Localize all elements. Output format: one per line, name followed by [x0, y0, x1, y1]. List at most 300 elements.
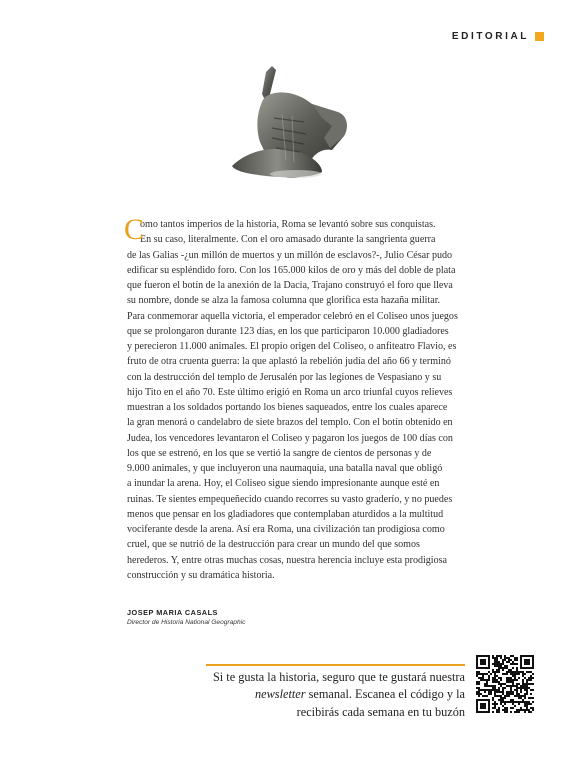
qr-module	[496, 689, 498, 691]
qr-module	[498, 699, 500, 701]
qr-module	[502, 687, 504, 689]
qr-module	[532, 707, 534, 709]
qr-module	[498, 661, 500, 663]
qr-module	[492, 703, 494, 705]
qr-module	[516, 669, 518, 671]
qr-module	[494, 665, 496, 667]
qr-module	[510, 693, 512, 695]
qr-module	[478, 693, 480, 695]
qr-module	[508, 679, 510, 681]
qr-module	[512, 707, 514, 709]
qr-module	[514, 673, 516, 675]
qr-module	[510, 671, 512, 673]
qr-module	[518, 677, 520, 679]
qr-module	[518, 709, 520, 711]
qr-module	[484, 679, 486, 681]
qr-module	[516, 709, 518, 711]
newsletter-word: newsletter	[255, 687, 306, 702]
qr-module	[516, 693, 518, 695]
qr-module	[522, 673, 524, 675]
qr-module	[526, 701, 528, 703]
article-line: muestran a los soldados portando los bienes saqueados, entre los cuales aparece	[127, 402, 448, 413]
qr-module	[526, 683, 528, 685]
qr-module	[518, 683, 520, 685]
qr-module	[490, 685, 492, 687]
qr-module	[496, 655, 498, 657]
qr-module	[492, 671, 494, 673]
qr-module	[488, 689, 490, 691]
qr-module	[518, 701, 520, 703]
qr-module	[486, 681, 488, 683]
qr-module	[502, 683, 504, 685]
qr-module	[530, 707, 532, 709]
qr-module	[510, 677, 512, 679]
qr-module	[492, 669, 494, 671]
qr-module	[498, 695, 500, 697]
qr-module	[530, 679, 532, 681]
qr-module	[494, 661, 496, 663]
qr-module	[496, 695, 498, 697]
article-line: herederos. Y, entre otras muchas cosas, nuestra herencia incluye esta prodigiosa	[127, 554, 447, 566]
qr-module	[524, 687, 526, 689]
qr-module	[526, 679, 528, 681]
qr-module	[498, 689, 500, 691]
qr-module	[498, 677, 500, 679]
qr-module	[530, 711, 532, 713]
qr-module	[494, 663, 496, 665]
qr-module	[510, 689, 512, 691]
qr-module	[502, 693, 504, 695]
qr-module	[528, 687, 530, 689]
qr-module	[516, 657, 518, 659]
qr-module	[488, 679, 490, 681]
qr-module	[500, 685, 502, 687]
qr-module	[516, 695, 518, 697]
qr-module	[530, 693, 532, 695]
qr-module	[494, 689, 496, 691]
qr-module	[496, 665, 498, 667]
qr-module	[500, 657, 502, 659]
qr-module	[516, 659, 518, 661]
qr-module	[492, 679, 494, 681]
qr-module	[510, 711, 512, 713]
qr-module	[506, 693, 508, 695]
qr-module	[524, 689, 526, 691]
qr-module	[488, 685, 490, 687]
qr-module	[532, 709, 534, 711]
section-title: EDITORIAL	[451, 31, 529, 42]
qr-module	[524, 673, 526, 675]
qr-module	[506, 665, 508, 667]
qr-module	[494, 687, 496, 689]
qr-module	[506, 667, 508, 669]
qr-module	[530, 703, 532, 705]
qr-module	[514, 671, 516, 673]
qr-module	[514, 677, 516, 679]
qr-module	[506, 709, 508, 711]
qr-module	[520, 709, 522, 711]
qr-module	[516, 685, 518, 687]
qr-module	[496, 703, 498, 705]
qr-module	[500, 667, 502, 669]
qr-module	[498, 687, 500, 689]
qr-module	[508, 681, 510, 683]
qr-module	[512, 655, 514, 657]
qr-module	[512, 685, 514, 687]
qr-module	[532, 697, 534, 699]
qr-module	[522, 679, 524, 681]
qr-module	[486, 689, 488, 691]
qr-module	[510, 701, 512, 703]
qr-module	[494, 677, 496, 679]
qr-module	[488, 671, 490, 673]
qr-module	[494, 691, 496, 693]
qr-module	[514, 657, 516, 659]
qr-module	[496, 679, 498, 681]
qr-module	[528, 683, 530, 685]
article-line: la gran menorá o candelabro de siete brazos del templo. Con el botín obtenido en	[127, 417, 453, 429]
qr-module	[520, 685, 522, 687]
article-line: su nombre, donde se alza la famosa columna que glorifica esta hazaña militar.	[127, 295, 441, 307]
qr-module	[510, 707, 512, 709]
qr-module	[478, 677, 480, 679]
qr-module	[504, 695, 506, 697]
qr-module	[484, 683, 486, 685]
qr-module	[478, 695, 480, 697]
qr-module	[498, 669, 500, 671]
qr-module	[526, 685, 528, 687]
article-line: Para conmemorar aquella victoria, el emperador celebró en el Coliseo unos juegos	[127, 310, 458, 322]
article-line: con la destrucción del templo de Jerusalén por las legiones de Vespasiano y su	[127, 371, 442, 383]
qr-module	[504, 703, 506, 705]
qr-module	[514, 675, 516, 677]
qr-module	[520, 695, 522, 697]
qr-module	[506, 691, 508, 693]
qr-module	[530, 675, 532, 677]
qr-module	[520, 687, 522, 689]
qr-module	[502, 659, 504, 661]
qr-module	[492, 711, 494, 713]
qr-module	[522, 675, 524, 677]
qr-module	[482, 673, 484, 675]
qr-module	[526, 691, 528, 693]
qr-module	[506, 681, 508, 683]
qr-module	[518, 695, 520, 697]
qr-module	[516, 691, 518, 693]
qr-module	[484, 685, 486, 687]
qr-module	[486, 695, 488, 697]
qr-module	[488, 693, 490, 695]
qr-module	[496, 671, 498, 673]
article-line: Judea, los vencedores levantaron el Coliseo y pagaron los juegos de 100 días con	[127, 432, 453, 444]
qr-module	[530, 671, 532, 673]
qr-module	[506, 679, 508, 681]
qr-module	[522, 687, 524, 689]
qr-module	[492, 697, 494, 699]
qr-module	[476, 681, 478, 683]
qr-module	[476, 691, 478, 693]
qr-module	[516, 679, 518, 681]
qr-module	[480, 693, 482, 695]
qr-module	[478, 687, 480, 689]
qr-module	[532, 689, 534, 691]
qr-module	[492, 707, 494, 709]
qr-module	[478, 681, 480, 683]
qr-module	[494, 673, 496, 675]
qr-module	[508, 671, 510, 673]
author-signature	[127, 608, 245, 626]
qr-module	[498, 671, 500, 673]
qr-module	[500, 703, 502, 705]
qr-module	[498, 667, 500, 669]
qr-module	[514, 701, 516, 703]
qr-module	[496, 657, 498, 659]
qr-module	[510, 669, 512, 671]
qr-module	[492, 687, 494, 689]
article-body	[124, 213, 472, 583]
qr-module	[514, 689, 516, 691]
qr-module	[486, 685, 488, 687]
qr-module	[506, 707, 508, 709]
qr-module	[512, 663, 514, 665]
qr-module	[502, 661, 504, 663]
qr-module	[482, 689, 484, 691]
qr-module	[486, 683, 488, 685]
qr-module	[502, 673, 504, 675]
qr-module	[520, 689, 522, 691]
qr-module	[506, 677, 508, 679]
qr-module	[502, 705, 504, 707]
qr-module	[518, 703, 520, 705]
section-label	[452, 31, 544, 42]
author-role	[127, 619, 245, 626]
qr-module	[510, 699, 512, 701]
qr-module	[480, 673, 482, 675]
qr-module	[516, 663, 518, 665]
qr-module	[524, 695, 526, 697]
qr-module	[526, 703, 528, 705]
qr-module	[496, 663, 498, 665]
qr-module	[484, 689, 486, 691]
qr-module	[524, 709, 526, 711]
qr-module	[518, 671, 520, 673]
qr-module	[504, 701, 506, 703]
qr-module	[482, 695, 484, 697]
qr-module	[526, 681, 528, 683]
newsletter-promo	[196, 669, 465, 721]
qr-module	[478, 671, 480, 673]
qr-code-icon[interactable]	[476, 655, 534, 713]
qr-module	[476, 675, 478, 677]
qr-module	[504, 697, 506, 699]
qr-module	[502, 669, 504, 671]
qr-module	[500, 691, 502, 693]
article-line: omo tantos imperios de la historia, Roma se levantó sobre sus conquistas.	[140, 219, 436, 230]
article-line: los que se estrenó, en los que se vertió la sangre de cientos de personas y de	[127, 447, 432, 459]
qr-module	[526, 689, 528, 691]
qr-module	[500, 701, 502, 703]
qr-module	[488, 677, 490, 679]
qr-module	[476, 693, 478, 695]
qr-module	[490, 689, 492, 691]
qr-module	[498, 665, 500, 667]
qr-module	[512, 671, 514, 673]
qr-module	[494, 679, 496, 681]
qr-module	[510, 685, 512, 687]
qr-module	[496, 659, 498, 661]
qr-module	[526, 693, 528, 695]
qr-module	[524, 703, 526, 705]
article-line: En su caso, literalmente. Con el oro amasado durante la sangrienta guerra	[140, 234, 436, 246]
qr-module	[502, 709, 504, 711]
qr-module	[494, 705, 496, 707]
qr-module	[514, 663, 516, 665]
qr-module	[524, 683, 526, 685]
qr-module	[508, 685, 510, 687]
qr-module	[490, 693, 492, 695]
qr-module	[494, 693, 496, 695]
qr-module	[500, 697, 502, 699]
qr-module	[512, 681, 514, 683]
qr-module	[504, 659, 506, 661]
qr-module	[504, 673, 506, 675]
qr-module	[482, 677, 484, 679]
qr-module	[532, 673, 534, 675]
qr-module	[508, 691, 510, 693]
qr-module	[502, 699, 504, 701]
qr-module	[514, 705, 516, 707]
qr-module	[512, 703, 514, 705]
qr-module	[486, 673, 488, 675]
qr-module	[520, 697, 522, 699]
qr-module	[498, 683, 500, 685]
qr-module	[494, 707, 496, 709]
article-line: hijo Tito en el año 70. Este último erigió en Roma un arco triunfal cuyos relieves	[127, 386, 453, 398]
qr-module	[476, 687, 478, 689]
qr-module	[522, 709, 524, 711]
qr-module	[528, 677, 530, 679]
qr-module	[530, 683, 532, 685]
qr-module	[478, 691, 480, 693]
qr-module	[504, 665, 506, 667]
qr-module	[510, 691, 512, 693]
qr-module	[494, 671, 496, 673]
qr-module	[496, 711, 498, 713]
qr-module	[496, 709, 498, 711]
qr-module	[510, 663, 512, 665]
qr-module	[532, 677, 534, 679]
qr-module	[524, 677, 526, 679]
qr-module	[516, 689, 518, 691]
qr-module	[532, 701, 534, 703]
qr-module	[496, 675, 498, 677]
qr-module	[492, 657, 494, 659]
qr-module	[508, 701, 510, 703]
qr-module	[514, 695, 516, 697]
qr-module	[498, 707, 500, 709]
qr-module	[496, 691, 498, 693]
qr-module	[502, 667, 504, 669]
qr-module	[520, 671, 522, 673]
qr-module	[504, 657, 506, 659]
qr-module	[508, 695, 510, 697]
qr-module	[492, 699, 494, 701]
qr-module	[506, 711, 508, 713]
qr-module	[478, 683, 480, 685]
qr-module	[478, 673, 480, 675]
qr-module	[530, 677, 532, 679]
qr-module	[498, 655, 500, 657]
qr-module	[516, 701, 518, 703]
article-line: 9.000 animales, y que incluyeron una naumaquia, una batalla naval que obligó	[127, 463, 443, 474]
author-role-publication: Historia National Geographic	[161, 619, 246, 626]
newsletter-line-3: recibirás cada semana en tu buzón	[296, 704, 465, 719]
qr-module	[512, 673, 514, 675]
qr-module	[490, 691, 492, 693]
qr-module	[520, 701, 522, 703]
qr-module	[518, 711, 520, 713]
qr-module	[504, 655, 506, 657]
qr-module	[504, 711, 506, 713]
qr-module	[524, 705, 526, 707]
article-line: que fueron el botín de la anexión de la Dacia, Trajano construyó el foro que lleva	[127, 280, 453, 291]
qr-module	[518, 697, 520, 699]
qr-module	[486, 679, 488, 681]
qr-module	[510, 679, 512, 681]
qr-module	[518, 673, 520, 675]
newsletter-divider	[206, 664, 465, 666]
qr-module	[482, 679, 484, 681]
qr-module	[484, 695, 486, 697]
qr-module	[522, 699, 524, 701]
qr-module	[508, 677, 510, 679]
qr-module	[522, 695, 524, 697]
qr-module	[478, 689, 480, 691]
qr-module	[492, 663, 494, 665]
qr-module	[480, 677, 482, 679]
qr-module	[480, 689, 482, 691]
qr-module	[514, 679, 516, 681]
qr-module	[528, 709, 530, 711]
qr-module	[494, 681, 496, 683]
qr-module	[494, 701, 496, 703]
qr-module	[516, 671, 518, 673]
qr-module	[516, 687, 518, 689]
article-line: construcción y su dramática historia.	[127, 569, 275, 581]
qr-module	[528, 703, 530, 705]
qr-module	[502, 663, 504, 665]
qr-module	[492, 677, 494, 679]
qr-module	[524, 711, 526, 713]
qr-module	[492, 685, 494, 687]
qr-module	[492, 689, 494, 691]
qr-module	[476, 683, 478, 685]
qr-module	[500, 683, 502, 685]
qr-module	[530, 697, 532, 699]
qr-module	[504, 687, 506, 689]
qr-module	[512, 701, 514, 703]
article-line: menos que pensar en los gladiadores que contemplaban aturdidos a la multitud	[127, 508, 444, 520]
qr-module	[498, 711, 500, 713]
qr-module	[496, 681, 498, 683]
qr-module	[508, 693, 510, 695]
qr-module	[508, 661, 510, 663]
qr-module	[528, 679, 530, 681]
qr-module	[506, 673, 508, 675]
qr-module	[522, 701, 524, 703]
qr-module	[492, 655, 494, 657]
article-line: a inundar la arena. Hoy, el Coliseo sigue siendo impresionante aunque esté en	[127, 478, 440, 490]
